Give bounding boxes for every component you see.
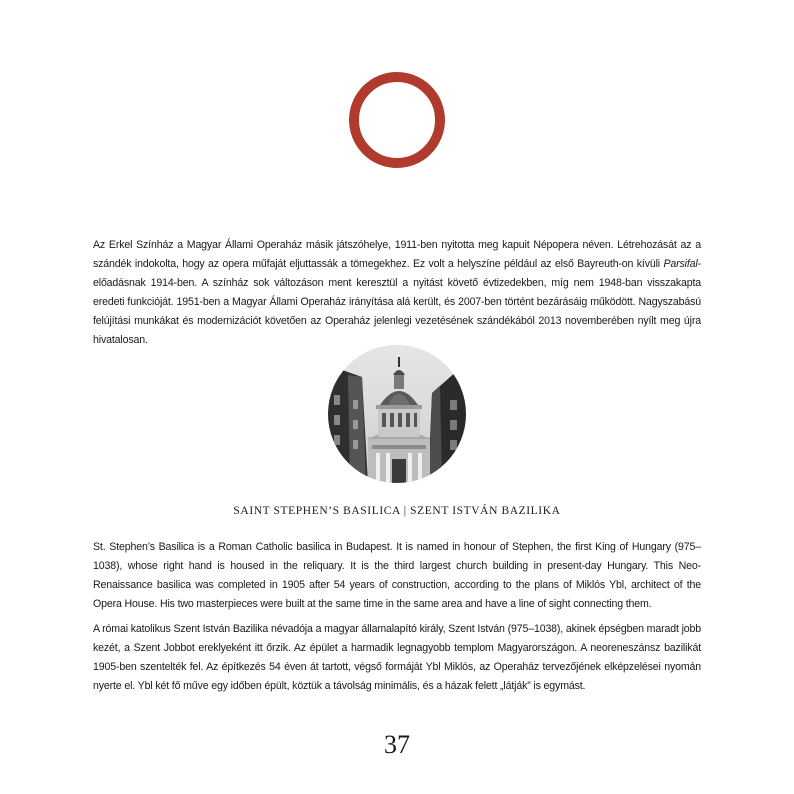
page-number: 37 xyxy=(384,730,410,759)
parsifal-italic: Parsifal xyxy=(663,258,698,270)
erkel-text-part-2: -előadásnak 1914-ben. A színház sok változáson ment keresztül a nyitást követő évtizedekben, míg nem 1948-ban visszakapta eredeti funkcióját. 1951-ben a Magyar Állami Operaház irányítása alá került, és 2007-ben történt bezárásáig működött. Nagyszabású felújítási munkákat és modernizációt követően az Operaház jelenlegi vezetésének szándékából 2013 novemberében nyílt meg újra hivatalosan. xyxy=(93,258,701,346)
english-paragraph: St. Stephen’s Basilica is a Roman Catholic basilica in Budapest. It is named in honour of Stephen, the first King of Hungary (975–1038), whose right hand is housed in the reliquary. It is the third largest church building in present-day Hungary. This Neo-Renaissance basilica was completed in 1905 after 54 years of construction, according to the plans of Miklós Ybl, architect of the Opera House. His two masterpieces were built at the same time in the same area and have a line of sight connecting them. xyxy=(93,541,701,610)
erkel-theatre-paragraph xyxy=(93,236,701,350)
photo-caption: SAINT STEPHEN’S BASILICA | SZENT ISTVÁN BAZILIKA xyxy=(233,505,561,517)
erkel-text-part-1: Az Erkel Színház a Magyar Állami Operaház másik játszóhelye, 1911-ben nyitotta meg kapuit Népopera néven. Létrehozását az a szándék indokolta, hogy az opera műfaját eljuttassák a tömegekhez. Ez volt a helyszíne például az első Bayreuth-on kívüli xyxy=(93,239,701,270)
hungarian-paragraph: A római katolikus Szent István Bazilika névadója a magyar államalapító király, Szent István (975–1038), akinek épségben maradt jobb kezét, a Szent Jobbot ereklyeként itt őrzik. Az épület a harmadik legnagyobb templom Magyarországon. A neoreneszánsz bazilikát 1905-ben szentelték fel. Az építkezés 54 éven át tartott, végső formáját Ybl Miklós, az Operaház tervezőjének elképzelései nyomán nyerte el. Ybl két fő műve egy időben épült, köztük a távolság minimális, és a házak felett „látják” is egymást. xyxy=(93,623,701,692)
basilica-photo xyxy=(328,345,466,483)
red-ring-icon xyxy=(349,72,445,168)
